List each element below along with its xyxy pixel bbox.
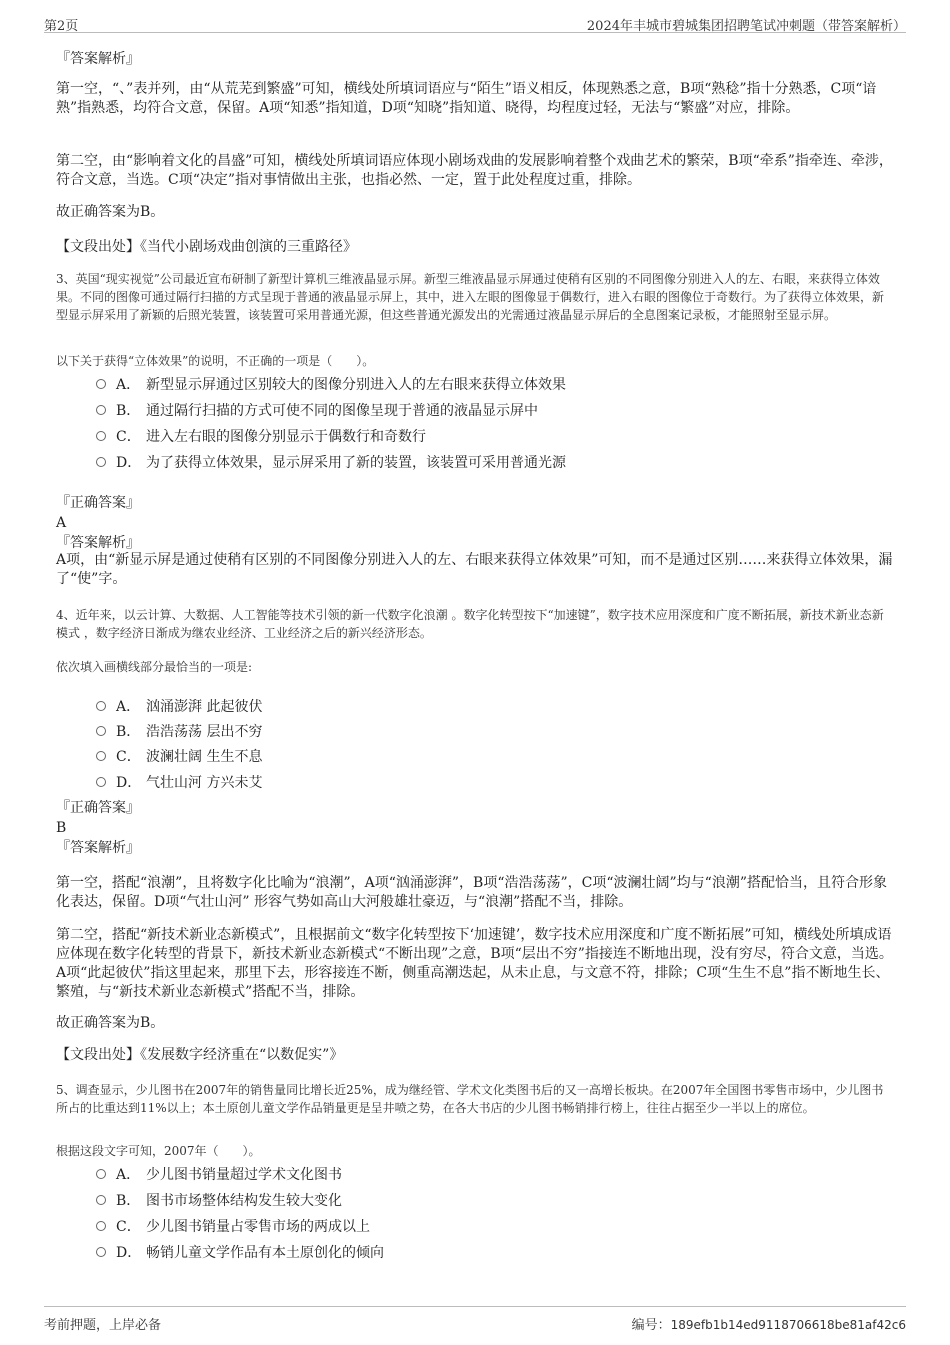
- q2-analysis-para1: 第一空，“、”表并列，由“从荒芜到繁盛”可知，横线处所填词语应与“陌生”语义相反，体现熟悉之意，B项“熟稔”指十分熟悉，C项“谙熟”指熟悉，均符合文意，保留。A项“知悉”指知道，D项“知晓”指知道、晓得，均程度过轻，无法与“繁盛”对应，排除。: [56, 81, 877, 116]
- q4-answer-label: 『正确答案』: [56, 800, 140, 816]
- q5-option-b[interactable]: B． 图书市场整体结构发生较大变化: [96, 1190, 876, 1210]
- radio-icon[interactable]: [96, 1195, 106, 1205]
- page-number: 第2页: [44, 19, 79, 34]
- page-footer: [44, 1306, 906, 1331]
- q4-option-d[interactable]: D． 气壮山河 方兴未艾: [96, 772, 876, 792]
- radio-icon[interactable]: [96, 1169, 106, 1179]
- q3-question: 以下关于获得“立体效果”的说明，不正确的一项是（ ）。: [56, 354, 375, 368]
- radio-icon[interactable]: [96, 751, 106, 761]
- q4-analysis-para1: 第一空，搭配“浪潮”，且将数字化比喻为“浪潮”，A项“汹涌澎湃”，B项“浩浩荡荡”，C项“波澜壮阔”均与“浪潮”搭配恰当，且符合形象化表达，保留。D项“气壮山河” 形容气势如高山大河般雄壮豪迈，与“浪潮”搭配不当，排除。: [56, 875, 887, 910]
- q3-option-c[interactable]: C． 进入左右眼的图像分别显示于偶数行和奇数行: [96, 426, 876, 446]
- q4-option-c[interactable]: C． 波澜壮阔 生生不息: [96, 746, 876, 766]
- q4-question: 依次填入画横线部分最恰当的一项是:: [56, 660, 253, 674]
- footer-code-value: 189efb1b14ed9118706618be81af42c6: [670, 1318, 906, 1332]
- radio-icon[interactable]: [96, 777, 106, 787]
- q3-analysis: A项，由“新显示屏是通过使稍有区别的不同图像分别进入人的左、右眼来获得立体效果”可知，而不是通过区别……来获得立体效果，漏了“使”字。: [56, 552, 893, 587]
- radio-icon[interactable]: [96, 405, 106, 415]
- q3-option-a[interactable]: A． 新型显示屏通过区别较大的图像分别进入人的左右眼来获得立体效果: [96, 374, 876, 394]
- q4-option-a[interactable]: A． 汹涌澎湃 此起彼伏: [96, 696, 876, 716]
- q4-answer: B: [56, 820, 67, 836]
- q5-option-a[interactable]: A． 少儿图书销量超过学术文化图书: [96, 1164, 876, 1184]
- radio-icon[interactable]: [96, 1221, 106, 1231]
- radio-icon[interactable]: [96, 701, 106, 711]
- q5-option-d[interactable]: D． 畅销儿童文学作品有本土原创化的倾向: [96, 1242, 876, 1262]
- q4-stem: 4、近年来，以云计算、大数据、人工智能等技术引领的新一代数字化浪潮 。数字化转型按下“加速键”，数字技术应用深度和广度不断拓展，新技术新业态新模式 ，数字经济日渐成为继农业经济、工业经济之后的新兴经济形态。: [56, 608, 884, 640]
- q4-conclusion: 故正确答案为B。: [56, 1015, 165, 1031]
- q4-analysis-label: 『答案解析』: [56, 840, 140, 856]
- footer-slogan: 考前押题，上岸必备: [44, 1318, 162, 1333]
- q5-option-c[interactable]: C． 少儿图书销量占零售市场的两成以上: [96, 1216, 876, 1236]
- q2-analysis-label: 『答案解析』: [56, 51, 140, 67]
- q3-answer: A: [56, 515, 67, 531]
- q4-source: 【文段出处】《发展数字经济重在“以数促实”》: [56, 1047, 344, 1063]
- q2-source: 【文段出处】《当代小剧场戏曲创演的三重路径》: [56, 239, 357, 255]
- q3-answer-label: 『正确答案』: [56, 495, 140, 511]
- footer-code-label: 编号：: [631, 1318, 671, 1333]
- q3-stem: 3、英国“现实视觉”公司最近宣布研制了新型计算机三维液晶显示屏。新型三维液晶显示屏通过使稍有区别的不同图像分别进入人的左、右眼，来获得立体效果。不同的图像可通过隔行扫描的方式呈现于普通的液晶显示屏上，其中，进入左眼的图像显于偶数行，进入右眼的图像位于奇数行。为了获得立体效果，新型显示屏采用了新颖的后照光装置，该装置可采用普通光源，但这些普通光源发出的光需通过液晶显示屏后的全息图案记录板，才能照射至显示屏。: [56, 272, 885, 322]
- q3-option-b[interactable]: B． 通过隔行扫描的方式可使不同的图像呈现于普通的液晶显示屏中: [96, 400, 876, 420]
- radio-icon[interactable]: [96, 726, 106, 736]
- q2-analysis-para2: 第二空，由“影响着文化的昌盛”可知，横线处所填词语应体现小剧场戏曲的发展影响着整个戏曲艺术的繁荣，B项“牵系”指牵连、牵涉，符合文意，当选。C项“决定”指对事情做出主张，也指必然、一定，置于此处程度过重，排除。: [56, 153, 893, 188]
- document-title: 2024年丰城市碧城集团招聘笔试冲刺题（带答案解析）: [586, 19, 906, 34]
- q3-analysis-label: 『答案解析』: [56, 535, 140, 551]
- radio-icon[interactable]: [96, 431, 106, 441]
- q4-analysis-para2: 第二空，搭配“新技术新业态新模式”，且根据前文“数字化转型按下‘加速键’，数字技术应用深度和广度不断拓展”可知，横线处所填成语应体现在数字化转型的背景下，新技术新业态新模式“不断出现”之意，B项“层出不穷”指接连不断地出现，没有穷尽，符合文意，当选。A项“此起彼伏”指这里起来，那里下去，形容接连不断，侧重高潮迭起，从未止息，与文意不符，排除；C项“生生不息”指不断地生长、繁殖，与“新技术新业态新模式”搭配不当，排除。: [56, 927, 893, 1000]
- radio-icon[interactable]: [96, 1247, 106, 1257]
- q3-option-d[interactable]: D． 为了获得立体效果，显示屏采用了新的装置，该装置可采用普通光源: [96, 452, 876, 472]
- footer-code: [632, 1314, 906, 1333]
- radio-icon[interactable]: [96, 379, 106, 389]
- q5-question: 根据这段文字可知，2007年（ ）。: [56, 1144, 261, 1158]
- q5-stem: 5、调查显示，少儿图书在2007年的销售量同比增长近25%，成为继经管、学术文化类图书后的又一高增长板块。在2007年全国图书零售市场中，少儿图书所占的比重达到11%以上；本土原创儿童文学作品销量更是呈井喷之势，在各大书店的少儿图书畅销排行榜上，往往占据至少一半以上的席位。: [56, 1083, 884, 1115]
- q2-conclusion: 故正确答案为B。: [56, 204, 165, 220]
- page-header: [44, 12, 906, 33]
- q4-option-b[interactable]: B． 浩浩荡荡 层出不穷: [96, 721, 876, 741]
- radio-icon[interactable]: [96, 457, 106, 467]
